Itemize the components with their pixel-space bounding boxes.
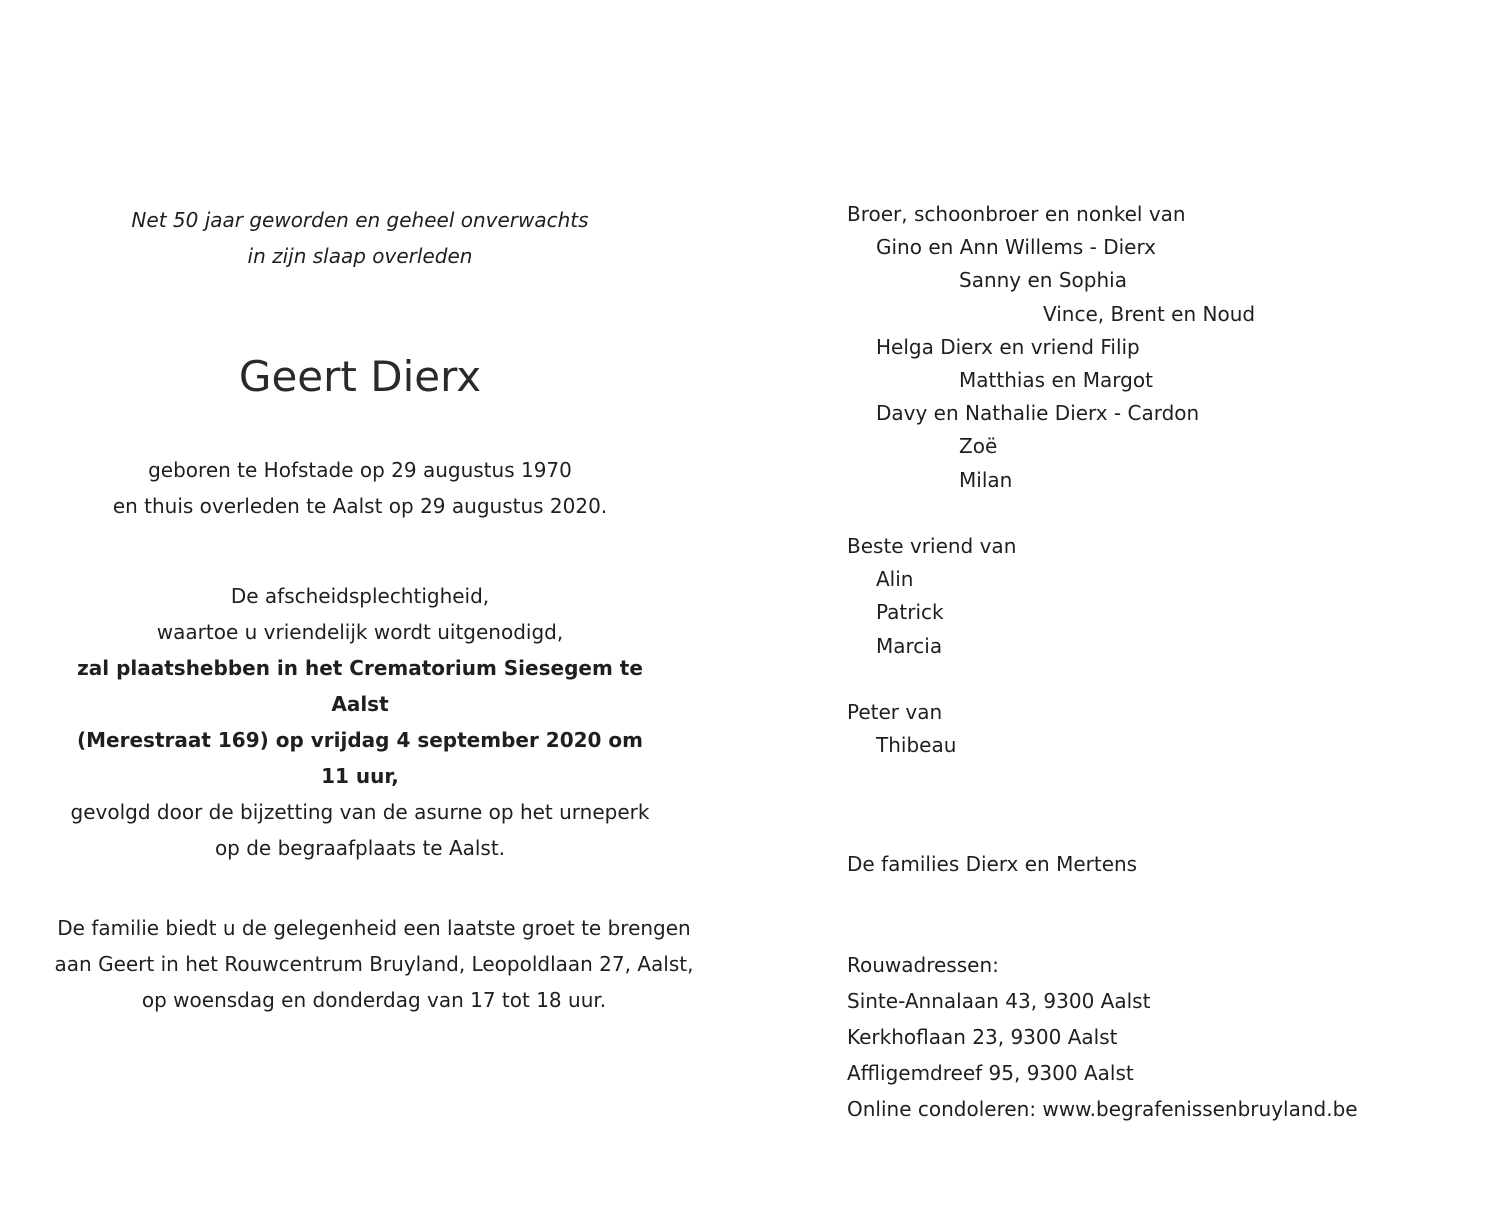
sibling-1: Gino en Ann Willems - Dierx <box>876 235 1156 260</box>
sibling-3: Davy en Nathalie Dierx - Cardon <box>876 401 1200 426</box>
sibling-3-child-2: Milan <box>959 467 1013 492</box>
intro-line-1: Net 50 jaar geworden en geheel onverwachts <box>131 208 589 232</box>
families-signature: De families Dierx en Mertens <box>847 852 1138 876</box>
friend-1: Alin <box>876 567 914 592</box>
address-3: Affligemdreef 95, 9300 Aalst <box>847 1061 1134 1085</box>
ceremony-date: (Merestraat 169) op vrijdag 4 september 2020 om 11 uur, <box>77 728 643 788</box>
siblings-heading: Broer, schoonbroer en nonkel van <box>847 202 1186 226</box>
birth-line: geboren te Hofstade op 29 augustus 1970 <box>148 458 572 482</box>
address-1: Sinte-Annalaan 43, 9300 Aalst <box>847 989 1151 1013</box>
godchild: Thibeau <box>876 733 957 758</box>
friend-3: Marcia <box>876 633 943 658</box>
addresses-heading: Rouwadressen: <box>847 953 999 977</box>
visit-line-1: De familie biedt u de gelegenheid een laatste groet te brengen <box>57 916 691 940</box>
ceremony-details <box>60 578 660 866</box>
address-2: Kerkhoflaan 23, 9300 Aalst <box>847 1025 1118 1049</box>
intro-line-2: in zijn slaap overleden <box>247 244 473 268</box>
death-line: en thuis overleden te Aalst op 29 augustus 2020. <box>112 494 608 518</box>
ceremony-line-5: gevolgd door de bijzetting van de asurne op het urneperk <box>70 800 650 824</box>
spacer <box>847 663 1255 696</box>
ceremony-line-6: op de begraafplaats te Aalst. <box>214 836 506 860</box>
ceremony-line-2: waartoe u vriendelijk wordt uitgenodigd, <box>156 620 564 644</box>
online-condolences: Online condoleren: www.begrafenissenbruyland.be <box>847 1097 1358 1121</box>
sibling-1-grandchildren: Vince, Brent en Noud <box>1043 301 1256 326</box>
sibling-3-child-1: Zoë <box>959 434 998 459</box>
mourning-addresses <box>847 947 1358 1127</box>
ceremony-line-1: De afscheidsplechtigheid, <box>230 584 490 608</box>
godfather-heading: Peter van <box>847 700 943 725</box>
spacer <box>847 497 1255 530</box>
family-list <box>847 198 1255 762</box>
friend-2: Patrick <box>876 600 944 625</box>
intro-text <box>60 202 660 274</box>
visitation-details <box>44 910 704 1018</box>
ceremony-location: zal plaatshebben in het Crematorium Siesegem te Aalst <box>77 656 643 716</box>
friends-heading: Beste vriend van <box>847 534 1017 559</box>
sibling-1-children: Sanny en Sophia <box>959 268 1127 293</box>
deceased-name: Geert Dierx <box>238 352 482 401</box>
visit-line-3: op woensdag en donderdag van 17 tot 18 uur. <box>141 988 607 1012</box>
sibling-2-children: Matthias en Margot <box>959 368 1153 393</box>
visit-line-2: aan Geert in het Rouwcentrum Bruyland, Leopoldlaan 27, Aalst, <box>54 952 694 976</box>
sibling-2: Helga Dierx en vriend Filip <box>876 334 1140 359</box>
birth-death-details <box>60 452 660 524</box>
